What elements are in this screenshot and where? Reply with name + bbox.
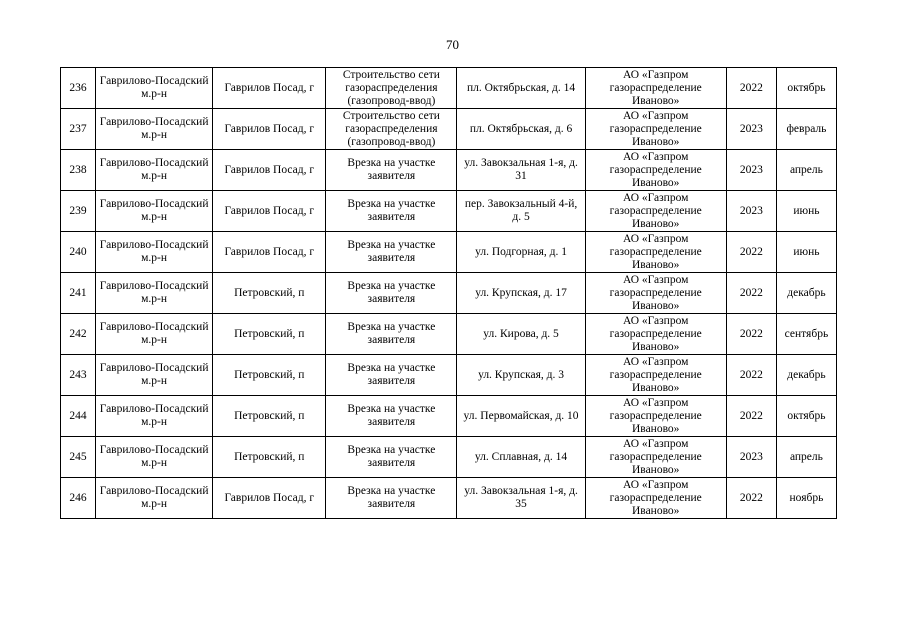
district-cell: Гаврилово-Посадский м.р-н bbox=[96, 273, 213, 314]
company-cell: АО «Газпром газораспределение Иваново» bbox=[585, 396, 726, 437]
month-cell: июнь bbox=[776, 191, 836, 232]
row-number-cell: 239 bbox=[61, 191, 96, 232]
district-cell: Гаврилово-Посадский м.р-н bbox=[96, 314, 213, 355]
year-cell: 2022 bbox=[726, 355, 776, 396]
row-number-cell: 238 bbox=[61, 150, 96, 191]
work-type-cell: Врезка на участке заявителя bbox=[326, 314, 457, 355]
company-cell: АО «Газпром газораспределение Иваново» bbox=[585, 109, 726, 150]
locality-cell: Петровский, п bbox=[213, 437, 326, 478]
month-cell: сентябрь bbox=[776, 314, 836, 355]
row-number-cell: 241 bbox=[61, 273, 96, 314]
table-row bbox=[61, 478, 837, 519]
year-cell: 2022 bbox=[726, 478, 776, 519]
district-cell: Гаврилово-Посадский м.р-н bbox=[96, 109, 213, 150]
work-type-cell: Врезка на участке заявителя bbox=[326, 273, 457, 314]
locality-cell: Петровский, п bbox=[213, 314, 326, 355]
month-cell: февраль bbox=[776, 109, 836, 150]
district-cell: Гаврилово-Посадский м.р-н bbox=[96, 396, 213, 437]
address-cell: ул. Завокзальная 1-я, д. 35 bbox=[457, 478, 585, 519]
year-cell: 2022 bbox=[726, 273, 776, 314]
row-number-cell: 236 bbox=[61, 68, 96, 109]
district-cell: Гаврилово-Посадский м.р-н bbox=[96, 150, 213, 191]
company-cell: АО «Газпром газораспределение Иваново» bbox=[585, 191, 726, 232]
year-cell: 2023 bbox=[726, 150, 776, 191]
table-row bbox=[61, 314, 837, 355]
year-cell: 2023 bbox=[726, 109, 776, 150]
address-cell: ул. Сплавная, д. 14 bbox=[457, 437, 585, 478]
company-cell: АО «Газпром газораспределение Иваново» bbox=[585, 273, 726, 314]
table-row bbox=[61, 232, 837, 273]
month-cell: апрель bbox=[776, 150, 836, 191]
work-type-cell: Строительство сети газораспределения (газопровод-ввод) bbox=[326, 109, 457, 150]
month-cell: декабрь bbox=[776, 273, 836, 314]
year-cell: 2022 bbox=[726, 396, 776, 437]
month-cell: декабрь bbox=[776, 355, 836, 396]
row-number-cell: 244 bbox=[61, 396, 96, 437]
company-cell: АО «Газпром газораспределение Иваново» bbox=[585, 314, 726, 355]
locality-cell: Гаврилов Посад, г bbox=[213, 478, 326, 519]
month-cell: июнь bbox=[776, 232, 836, 273]
year-cell: 2022 bbox=[726, 314, 776, 355]
row-number-cell: 245 bbox=[61, 437, 96, 478]
table-row bbox=[61, 109, 837, 150]
address-cell: пл. Октябрьская, д. 6 bbox=[457, 109, 585, 150]
work-type-cell: Строительство сети газораспределения (газопровод-ввод) bbox=[326, 68, 457, 109]
row-number-cell: 237 bbox=[61, 109, 96, 150]
row-number-cell: 240 bbox=[61, 232, 96, 273]
work-type-cell: Врезка на участке заявителя bbox=[326, 437, 457, 478]
address-cell: пер. Завокзальный 4-й, д. 5 bbox=[457, 191, 585, 232]
table-body bbox=[61, 68, 837, 519]
locality-cell: Гаврилов Посад, г bbox=[213, 232, 326, 273]
work-type-cell: Врезка на участке заявителя bbox=[326, 150, 457, 191]
year-cell: 2022 bbox=[726, 68, 776, 109]
company-cell: АО «Газпром газораспределение Иваново» bbox=[585, 68, 726, 109]
work-type-cell: Врезка на участке заявителя bbox=[326, 355, 457, 396]
gasification-schedule-table bbox=[60, 67, 837, 519]
month-cell: октябрь bbox=[776, 68, 836, 109]
locality-cell: Гаврилов Посад, г bbox=[213, 109, 326, 150]
district-cell: Гаврилово-Посадский м.р-н bbox=[96, 478, 213, 519]
locality-cell: Петровский, п bbox=[213, 396, 326, 437]
address-cell: ул. Подгорная, д. 1 bbox=[457, 232, 585, 273]
address-cell: пл. Октябрьская, д. 14 bbox=[457, 68, 585, 109]
table-row bbox=[61, 273, 837, 314]
table-row bbox=[61, 396, 837, 437]
locality-cell: Гаврилов Посад, г bbox=[213, 191, 326, 232]
row-number-cell: 246 bbox=[61, 478, 96, 519]
company-cell: АО «Газпром газораспределение Иваново» bbox=[585, 150, 726, 191]
month-cell: апрель bbox=[776, 437, 836, 478]
locality-cell: Петровский, п bbox=[213, 273, 326, 314]
address-cell: ул. Крупская, д. 3 bbox=[457, 355, 585, 396]
row-number-cell: 243 bbox=[61, 355, 96, 396]
district-cell: Гаврилово-Посадский м.р-н bbox=[96, 437, 213, 478]
table-row bbox=[61, 68, 837, 109]
year-cell: 2023 bbox=[726, 191, 776, 232]
company-cell: АО «Газпром газораспределение Иваново» bbox=[585, 232, 726, 273]
month-cell: ноябрь bbox=[776, 478, 836, 519]
company-cell: АО «Газпром газораспределение Иваново» bbox=[585, 437, 726, 478]
address-cell: ул. Первомайская, д. 10 bbox=[457, 396, 585, 437]
table-row bbox=[61, 191, 837, 232]
year-cell: 2022 bbox=[726, 232, 776, 273]
address-cell: ул. Крупская, д. 17 bbox=[457, 273, 585, 314]
table-row bbox=[61, 437, 837, 478]
district-cell: Гаврилово-Посадский м.р-н bbox=[96, 191, 213, 232]
year-cell: 2023 bbox=[726, 437, 776, 478]
company-cell: АО «Газпром газораспределение Иваново» bbox=[585, 355, 726, 396]
company-cell: АО «Газпром газораспределение Иваново» bbox=[585, 478, 726, 519]
work-type-cell: Врезка на участке заявителя bbox=[326, 478, 457, 519]
page-number: 70 bbox=[446, 37, 459, 52]
locality-cell: Гаврилов Посад, г bbox=[213, 150, 326, 191]
district-cell: Гаврилово-Посадский м.р-н bbox=[96, 68, 213, 109]
table-row bbox=[61, 355, 837, 396]
address-cell: ул. Завокзальная 1-я, д. 31 bbox=[457, 150, 585, 191]
locality-cell: Петровский, п bbox=[213, 355, 326, 396]
work-type-cell: Врезка на участке заявителя bbox=[326, 191, 457, 232]
locality-cell: Гаврилов Посад, г bbox=[213, 68, 326, 109]
row-number-cell: 242 bbox=[61, 314, 96, 355]
address-cell: ул. Кирова, д. 5 bbox=[457, 314, 585, 355]
month-cell: октябрь bbox=[776, 396, 836, 437]
district-cell: Гаврилово-Посадский м.р-н bbox=[96, 232, 213, 273]
work-type-cell: Врезка на участке заявителя bbox=[326, 396, 457, 437]
district-cell: Гаврилово-Посадский м.р-н bbox=[96, 355, 213, 396]
table-row bbox=[61, 150, 837, 191]
work-type-cell: Врезка на участке заявителя bbox=[326, 232, 457, 273]
